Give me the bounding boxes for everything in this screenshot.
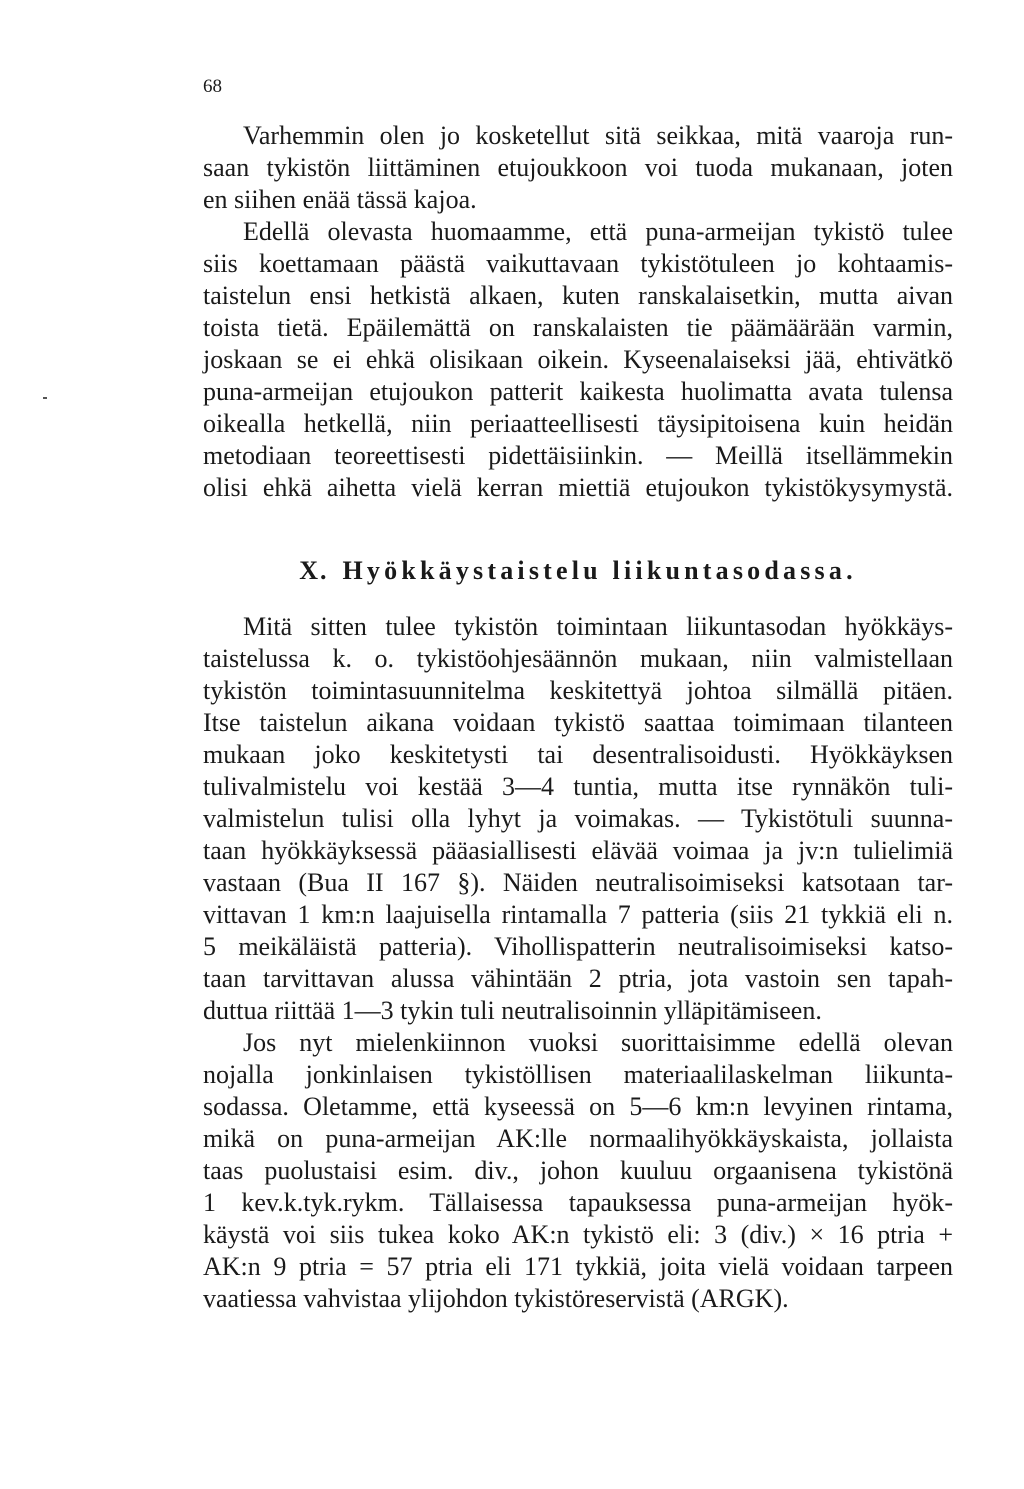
text-line: taistelun ensi hetkistä alkaen, kuten ranskalaisetkin, mutta aivan: [203, 281, 953, 310]
text-line: tulivalmistelu voi kestää 3—4 tuntia, mutta itse rynnäkön tuli-: [203, 772, 953, 801]
text-line: käystä voi siis tukea koko AK:n tykistö eli: 3 (div.) × 16 ptria +: [203, 1220, 953, 1249]
text-line: sodassa. Oletamme, että kyseessä on 5—6 km:n levyinen rintama,: [203, 1092, 953, 1121]
page-number: 68: [203, 76, 222, 97]
text-line: duttua riittää 1—3 tykin tuli neutralisoinnin ylläpitämiseen.: [203, 996, 822, 1025]
text-line: taas puolustaisi esim. div., johon kuuluu orgaanisena tykistönä: [203, 1156, 953, 1185]
text-line: saan tykistön liittäminen etujoukkoon voi tuoda mukanaan, joten: [203, 153, 953, 182]
text-line: 1 kev.k.tyk.rykm. Tällaisessa tapauksessa puna-armeijan hyök-: [203, 1188, 953, 1217]
text-line: puna-armeijan etujoukon patterit kaikesta huolimatta avata tulensa: [203, 377, 953, 406]
text-line: vittavan 1 km:n laajuisella rintamalla 7 patteria (siis 21 tykkiä eli n.: [203, 900, 953, 929]
text-line: toista tietä. Epäilemättä on ranskalaisten tie päämäärään varmin,: [203, 313, 953, 342]
section-number: X.: [299, 556, 329, 585]
text-line: taan hyökkäyksessä pääasiallisesti elävää voimaa ja jv:n tulielimiä: [203, 836, 953, 865]
text-line: oikealla hetkellä, niin periaatteellisesti täysipitoisena kuin heidän: [203, 409, 953, 438]
text-line: tykistön toimintasuunnitelma keskitettyä johtoa silmällä pitäen.: [203, 676, 953, 705]
paragraph-4: [203, 1027, 953, 1315]
text-line: olisi ehkä aihetta vielä kerran miettiä etujoukon tykistökysymystä.: [203, 473, 953, 502]
text-line: siis koettamaan päästä vaikuttavaan tykistötuleen jo kohtaamis-: [203, 249, 953, 278]
paragraph-1: [203, 120, 953, 216]
text-line: Itse taistelun aikana voidaan tykistö saattaa toimimaan tilanteen: [203, 708, 953, 737]
paragraph-2: [203, 216, 953, 504]
text-line: joskaan se ei ehkä olisikaan oikein. Kyseenalaiseksi jää, ehtivätkö: [203, 345, 953, 374]
text-line: AK:n 9 ptria = 57 ptria eli 171 tykkiä, joita vielä voidaan tarpeen: [203, 1252, 953, 1281]
paragraph-3: [203, 611, 953, 1027]
text-line: valmistelun tulisi olla lyhyt ja voimakas. — Tykistötuli suunna-: [203, 804, 953, 833]
text-line: Edellä olevasta huomaamme, että puna-armeijan tykistö tulee: [243, 217, 953, 246]
text-line: 5 meikäläistä patteria). Vihollispatterin neutralisoimiseksi katso-: [203, 932, 953, 961]
text-line: vastaan (Bua II 167 §). Näiden neutralisoimiseksi katsotaan tar-: [203, 868, 953, 897]
text-line: taan tarvittavan alussa vähintään 2 ptria, jota vastoin sen tapah-: [203, 964, 953, 993]
text-line: metodiaan teoreettisesti pidettäisiinkin. — Meillä itsellämmekin: [203, 441, 953, 470]
text-line: Mitä sitten tulee tykistön toimintaan liikuntasodan hyökkäys-: [243, 612, 953, 641]
text-line: Varhemmin olen jo kosketellut sitä seikkaa, mitä vaaroja run-: [243, 121, 953, 150]
text-block-top: [203, 120, 953, 504]
section-title: Hyökkäystaistelu liikuntasodassa.: [342, 556, 857, 585]
text-line: vaatiessa vahvistaa ylijohdon tykistöreservistä (ARGK).: [203, 1284, 789, 1313]
text-line: nojalla jonkinlaisen tykistöllisen materiaalilaskelman liikunta-: [203, 1060, 953, 1089]
text-line: en siihen enää tässä kajoa.: [203, 185, 477, 214]
margin-speck: [43, 397, 47, 399]
text-line: taistelussa k. o. tykistöohjesäännön mukaan, niin valmistellaan: [203, 644, 953, 673]
text-block-bottom: [203, 611, 953, 1315]
text-line: mikä on puna-armeijan AK:lle normaalihyökkäyskaista, jollaista: [203, 1124, 953, 1153]
text-line: Jos nyt mielenkiinnon vuoksi suorittaisimme edellä olevan: [243, 1028, 953, 1057]
section-heading: [203, 555, 953, 587]
text-line: mukaan joko keskitetysti tai desentralisoidusti. Hyökkäyksen: [203, 740, 953, 769]
